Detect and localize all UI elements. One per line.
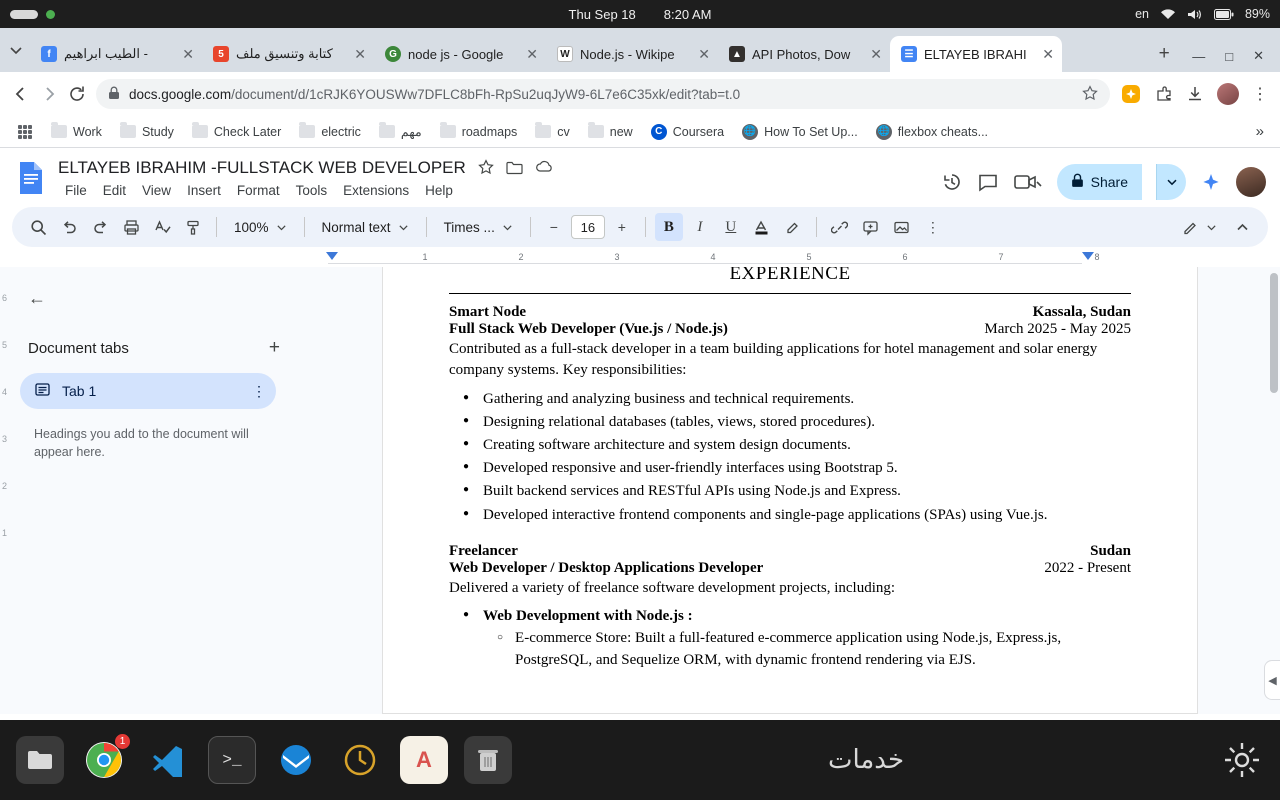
more-toolbar-options-button[interactable]: ⋮ xyxy=(925,218,940,235)
font-size-input[interactable]: 16 xyxy=(571,215,605,239)
bookmark-label: cv xyxy=(557,124,570,139)
share-dropdown-caret-icon[interactable] xyxy=(1156,164,1186,200)
bookmark-cv[interactable] xyxy=(528,121,577,143)
minimize-button[interactable]: — xyxy=(1192,48,1206,64)
system-time: 8:20 AM xyxy=(663,6,712,22)
section-heading: EXPERIENCE xyxy=(729,267,851,284)
document-tab-item[interactable] xyxy=(20,373,276,409)
coursera-icon: C xyxy=(651,124,667,140)
browser-tab-2[interactable] xyxy=(374,36,546,72)
bookmark-flexbox-cheatsheet[interactable] xyxy=(869,120,995,144)
paragraph-style-value: Normal text xyxy=(321,219,391,235)
bookmark-label: Check Later xyxy=(213,124,282,139)
browser-tab-4[interactable] xyxy=(718,36,890,72)
chrome-app-icon[interactable] xyxy=(80,736,128,784)
font-family-value: Times ... xyxy=(443,219,495,235)
bold-button[interactable] xyxy=(655,213,683,241)
undo-icon[interactable] xyxy=(55,213,83,241)
redo-icon[interactable] xyxy=(86,213,114,241)
folder-icon xyxy=(192,125,208,138)
ruler-mark-5: 5 xyxy=(806,252,812,262)
close-window-button[interactable]: ✕ xyxy=(1253,48,1264,63)
experience-entry-1-header xyxy=(449,543,1131,560)
files-app-icon[interactable] xyxy=(16,736,64,784)
tab-close-icon[interactable]: ✕ xyxy=(182,46,194,62)
ruler-mark-7: 7 xyxy=(998,252,1004,262)
volume-icon[interactable] xyxy=(1187,8,1203,21)
new-tab-button[interactable]: + xyxy=(1158,43,1170,64)
toolbar-divider xyxy=(216,217,217,237)
bookmark-label: roadmaps xyxy=(461,124,518,139)
bookmarks-overflow-button[interactable]: » xyxy=(1255,123,1264,140)
browser-tab-label: Node.js - Wikipe xyxy=(580,46,675,62)
search-icon[interactable] xyxy=(24,213,52,241)
gear-icon[interactable] xyxy=(1220,738,1264,782)
list-item xyxy=(463,457,1131,479)
underline-button[interactable] xyxy=(717,213,745,241)
tab-close-icon[interactable]: ✕ xyxy=(698,46,710,62)
share-label: Share xyxy=(1090,174,1128,190)
extensions-icon[interactable] xyxy=(1155,85,1173,103)
bookmark-label: Coursera xyxy=(672,124,725,139)
job-bullets xyxy=(463,605,1131,627)
tab-close-icon[interactable]: ✕ xyxy=(526,46,538,62)
list-item xyxy=(463,434,1131,456)
google-docs-icon: ☰ xyxy=(901,46,917,62)
gemini-sparkle-icon[interactable] xyxy=(1200,171,1222,193)
meet-icon[interactable] xyxy=(1013,171,1043,193)
system-date: Thu Sep 18 xyxy=(568,6,636,22)
bullet-text: ● Developed interactive frontend components and single-page applications (SPAs) using Vue.js. xyxy=(483,506,1048,523)
job-dates: March 2025 - May 2025 xyxy=(984,321,1131,337)
google-icon: G xyxy=(385,46,401,62)
ruler-mark-1: 1 xyxy=(422,252,428,262)
font-family-selector[interactable] xyxy=(436,213,521,241)
menu-insert[interactable]: Insert xyxy=(187,183,221,198)
folder-icon xyxy=(440,125,456,138)
system-status-bar xyxy=(0,0,1280,28)
star-icon[interactable] xyxy=(478,159,494,175)
bookmark-electric[interactable] xyxy=(292,121,368,143)
toolbar-divider xyxy=(645,217,646,237)
bullet-text: ● Creating software architecture and system design documents. xyxy=(483,436,851,453)
system-bar-left xyxy=(10,10,55,19)
bookmark-mohim[interactable] xyxy=(372,120,429,143)
document-title[interactable]: ELTAYEB IBRAHIM -FULLSTACK WEB DEVELOPER xyxy=(58,158,466,177)
browser-chrome xyxy=(0,28,1280,148)
toolbar-divider xyxy=(530,217,531,237)
menu-help[interactable]: Help xyxy=(425,183,453,198)
lock-icon xyxy=(108,86,120,103)
hide-menus-chevron-icon[interactable] xyxy=(1228,213,1256,241)
document-ruler[interactable] xyxy=(0,251,1280,267)
expand-side-panel-button[interactable]: ◀ xyxy=(1264,660,1280,700)
tab-search-chevron-icon[interactable] xyxy=(2,28,30,72)
company-location: Sudan xyxy=(1090,542,1131,559)
bookmark-label: Work xyxy=(73,124,102,139)
job-dates: 2022 - Present xyxy=(1044,559,1131,576)
apps-grid-icon[interactable] xyxy=(10,120,40,144)
insert-image-icon[interactable] xyxy=(888,213,916,241)
menu-extensions[interactable]: Extensions xyxy=(343,183,410,198)
address-bar[interactable] xyxy=(96,79,1110,109)
company-location: Kassala, Sudan xyxy=(1032,304,1131,320)
globe-icon: 🌐 xyxy=(742,124,758,140)
experience-entry-1-subheader xyxy=(449,560,1131,577)
folder-icon xyxy=(120,125,136,138)
list-item xyxy=(463,605,1131,627)
experience-entry-0-header xyxy=(449,304,1131,321)
terminal-glyph: >_ xyxy=(222,751,242,769)
maximize-button[interactable]: □ xyxy=(1225,48,1234,64)
folder-icon xyxy=(379,125,395,138)
toolbar-divider xyxy=(304,217,305,237)
activity-dot xyxy=(46,10,55,19)
bookmark-coursera[interactable] xyxy=(644,120,731,144)
back-icon[interactable] xyxy=(12,85,30,103)
add-tab-button[interactable]: + xyxy=(268,337,280,358)
browser-tab-0[interactable] xyxy=(30,36,202,72)
bullet-text: ● Gathering and analyzing business and technical requirements. xyxy=(483,390,855,407)
docs-header-actions xyxy=(941,156,1266,200)
bookmark-label: flexbox cheats... xyxy=(897,124,989,139)
forward-icon[interactable] xyxy=(40,85,58,103)
bookmark-check-later[interactable] xyxy=(185,121,288,143)
tabs-container xyxy=(30,36,1150,72)
tab-strip xyxy=(0,28,1280,72)
bookmark-label: How To Set Up... xyxy=(764,124,858,139)
tab-close-icon[interactable]: ✕ xyxy=(1042,46,1054,62)
browser-tab-label: كتابة وتنسيق ملف xyxy=(236,46,333,61)
browser-tab-label: node js - Google xyxy=(408,46,504,62)
vertical-ruler-numbers: 6 5 4 3 2 1 xyxy=(2,293,8,538)
browser-tab-5[interactable] xyxy=(890,36,1062,72)
battery-percent: 89% xyxy=(1244,7,1270,21)
document-tab-menu-button[interactable]: ⋮ xyxy=(252,382,266,399)
browser-tab-label: ELTAYEB IBRAHI xyxy=(924,46,1027,62)
document-tab-label: Tab 1 xyxy=(62,383,97,399)
company-name: Smart Node xyxy=(449,304,527,320)
list-item xyxy=(497,628,1131,672)
thunderbird-app-icon[interactable] xyxy=(272,736,320,784)
move-to-folder-icon[interactable] xyxy=(506,160,523,175)
list-item xyxy=(463,411,1131,433)
browser-tab-label: API Photos, Dow xyxy=(752,46,851,62)
chrome-badge-count: 1 xyxy=(115,734,130,749)
os-taskbar xyxy=(0,720,1280,800)
desktop-watermark: خدمات xyxy=(827,745,905,775)
job-summary: Contributed as a full-stack developer in a team building applications for hotel management and solar energy company systems. Key responsibilities: xyxy=(449,341,1098,379)
job-role: Web Developer / Desktop Applications Developer xyxy=(449,559,764,576)
clock-app-icon[interactable] xyxy=(336,736,384,784)
window-indicator xyxy=(10,10,38,19)
text-color-icon[interactable] xyxy=(748,213,776,241)
bookmark-label: مهم xyxy=(400,125,422,139)
docs-work-area xyxy=(0,267,1280,714)
battery-icon[interactable] xyxy=(1214,9,1234,20)
address-bar-text xyxy=(129,87,740,102)
sidebar-empty-note: Headings you add to the document will appear here. xyxy=(34,427,249,460)
decrease-font-size-button[interactable]: − xyxy=(549,219,558,235)
wikipedia-icon: W xyxy=(557,46,573,62)
app-store-glyph: A xyxy=(416,747,432,772)
comment-icon[interactable] xyxy=(977,171,999,193)
terminal-app-icon[interactable] xyxy=(208,736,256,784)
browser-tab-label: الطيب ابراهيم - xyxy=(64,46,148,61)
toolbar-divider xyxy=(816,217,817,237)
document-page[interactable] xyxy=(382,267,1198,714)
blue-circle-icon: f xyxy=(41,46,57,62)
document-tabs-title: Document tabs xyxy=(28,339,129,357)
lock-icon xyxy=(1071,173,1084,191)
tab-list-icon xyxy=(34,381,51,401)
account-avatar[interactable] xyxy=(1236,167,1266,197)
company-name: Freelancer xyxy=(449,542,518,559)
ruler-mark-8: 8 xyxy=(1094,252,1100,262)
docs-title-area xyxy=(58,156,931,201)
language-indicator[interactable]: en xyxy=(1135,7,1149,21)
experience-entry-0-subheader xyxy=(449,321,1131,338)
print-icon[interactable] xyxy=(117,213,145,241)
vscode-app-icon[interactable] xyxy=(144,736,192,784)
left-indent-marker[interactable] xyxy=(326,252,338,260)
version-history-icon[interactable] xyxy=(941,171,963,193)
browser-tab-1[interactable] xyxy=(202,36,374,72)
folder-icon xyxy=(51,125,67,138)
menu-edit[interactable]: Edit xyxy=(102,183,127,198)
ruler-mark-6: 6 xyxy=(902,252,908,262)
toolbar-divider xyxy=(426,217,427,237)
docs-toolbar xyxy=(12,207,1268,247)
system-tray[interactable] xyxy=(1135,7,1270,21)
bookmark-new[interactable] xyxy=(581,121,640,143)
bookmark-work[interactable] xyxy=(44,121,109,143)
menu-view[interactable]: View xyxy=(142,183,172,198)
bookmark-label: Study xyxy=(141,124,174,139)
google-docs-logo-icon[interactable] xyxy=(14,156,48,200)
add-comment-icon[interactable] xyxy=(857,213,885,241)
bookmark-study[interactable] xyxy=(113,121,181,143)
italic-label: I xyxy=(697,218,703,235)
zoom-value: 100% xyxy=(234,219,269,235)
toolbar-actions xyxy=(1120,83,1268,105)
document-canvas xyxy=(300,267,1280,714)
chrome-menu-icon[interactable]: ⋮ xyxy=(1252,86,1268,103)
ruler-mark-4: 4 xyxy=(710,252,716,262)
gemini-icon[interactable] xyxy=(1120,83,1142,105)
download-icon[interactable] xyxy=(1186,85,1204,103)
list-item xyxy=(463,504,1131,526)
red-doc-icon: 5 xyxy=(213,46,229,62)
browser-tab-3[interactable] xyxy=(546,36,718,72)
job-bullets xyxy=(463,388,1131,526)
bullet-text: ● Designing relational databases (tables, views, stored procedures). xyxy=(483,413,876,430)
bullet-text: ● Web Development with Node.js : xyxy=(483,608,693,625)
bookmark-roadmaps[interactable] xyxy=(433,121,525,143)
menu-file[interactable]: File xyxy=(65,183,87,198)
trash-app-icon[interactable] xyxy=(464,736,512,784)
window-controls xyxy=(1178,48,1276,72)
folder-icon xyxy=(535,125,551,138)
entry-spacer xyxy=(449,527,1131,543)
zoom-selector[interactable] xyxy=(226,213,295,241)
bold-label: B xyxy=(663,218,674,235)
address-host: docs.google.com xyxy=(129,86,232,102)
job-summary: Delivered a variety of freelance software development projects, including: xyxy=(449,579,896,596)
italic-button[interactable] xyxy=(686,213,714,241)
bookmarks-bar xyxy=(0,116,1280,148)
underline-label: U xyxy=(725,218,737,235)
ruler-track xyxy=(330,251,1280,267)
right-indent-marker[interactable] xyxy=(1082,252,1094,260)
address-path: /document/d/1cRJK6YOUSWw7DFLC8bFh-RpSu2uqJyW9-6L7e6C35xk/edit?tab=t.0 xyxy=(231,86,741,102)
paint-format-icon[interactable] xyxy=(179,213,207,241)
ruler-mark-2: 2 xyxy=(518,252,524,262)
document-tabs-sidebar xyxy=(0,267,300,714)
google-docs-app xyxy=(0,148,1280,714)
document-tabs-header xyxy=(28,337,280,359)
ruler-mark-3: 3 xyxy=(614,252,620,262)
bullet-text: ● Built backend services and RESTful APIs using Node.js and Express. xyxy=(483,483,901,500)
bullet-text: ● Developed responsive and user-friendly interfaces using Bootstrap 5. xyxy=(483,460,898,477)
globe-icon: 🌐 xyxy=(876,124,892,140)
bookmark-label: electric xyxy=(321,124,361,139)
menu-format[interactable]: Format xyxy=(236,183,280,198)
tab-close-icon[interactable]: ✕ xyxy=(354,46,366,62)
folder-icon xyxy=(588,125,604,138)
bookmark-label: new xyxy=(609,124,633,139)
bookmark-star-icon[interactable] xyxy=(1082,85,1098,104)
app-store-icon[interactable] xyxy=(400,736,448,784)
docs-title-row xyxy=(58,156,931,178)
cloud-saved-icon[interactable] xyxy=(535,160,554,174)
insert-link-icon[interactable] xyxy=(826,213,854,241)
share-button[interactable] xyxy=(1057,164,1142,200)
wifi-icon[interactable] xyxy=(1160,8,1176,20)
document-scrollbar[interactable] xyxy=(1270,273,1278,393)
docs-header xyxy=(0,148,1280,201)
heading-divider xyxy=(449,293,1131,294)
bookmark-how-to-set-up[interactable] xyxy=(735,120,865,144)
list-item xyxy=(463,480,1131,502)
tab-close-icon[interactable]: ✕ xyxy=(870,46,882,62)
job-role: Full Stack Web Developer (Vue.js / Node.js) xyxy=(449,321,728,337)
browser-toolbar xyxy=(0,72,1280,116)
folder-icon xyxy=(299,125,315,138)
sub-bullet-text: ○ E-commerce Store: Built a full-featured e-commerce application using Node.js, Express.js, PostgreSQL, and Sequelize ORM, with dynamic frontend rendering via EJS. xyxy=(515,630,1062,668)
editing-mode-selector[interactable] xyxy=(1174,213,1225,241)
system-clock[interactable] xyxy=(0,7,1280,22)
profile-avatar[interactable] xyxy=(1217,83,1239,105)
list-item xyxy=(463,388,1131,410)
spellcheck-icon[interactable] xyxy=(148,213,176,241)
increase-font-size-button[interactable]: + xyxy=(617,219,626,235)
reload-icon[interactable] xyxy=(68,85,86,103)
ruler-bar xyxy=(328,263,1082,266)
unsplash-icon: ▲ xyxy=(729,46,745,62)
docs-menu-bar xyxy=(58,180,931,201)
menu-tools[interactable]: Tools xyxy=(295,183,328,198)
paragraph-style-selector[interactable] xyxy=(314,213,417,241)
highlight-color-icon[interactable] xyxy=(779,213,807,241)
sidebar-back-button[interactable]: ← xyxy=(28,287,46,308)
job-sub-bullets xyxy=(497,628,1131,672)
